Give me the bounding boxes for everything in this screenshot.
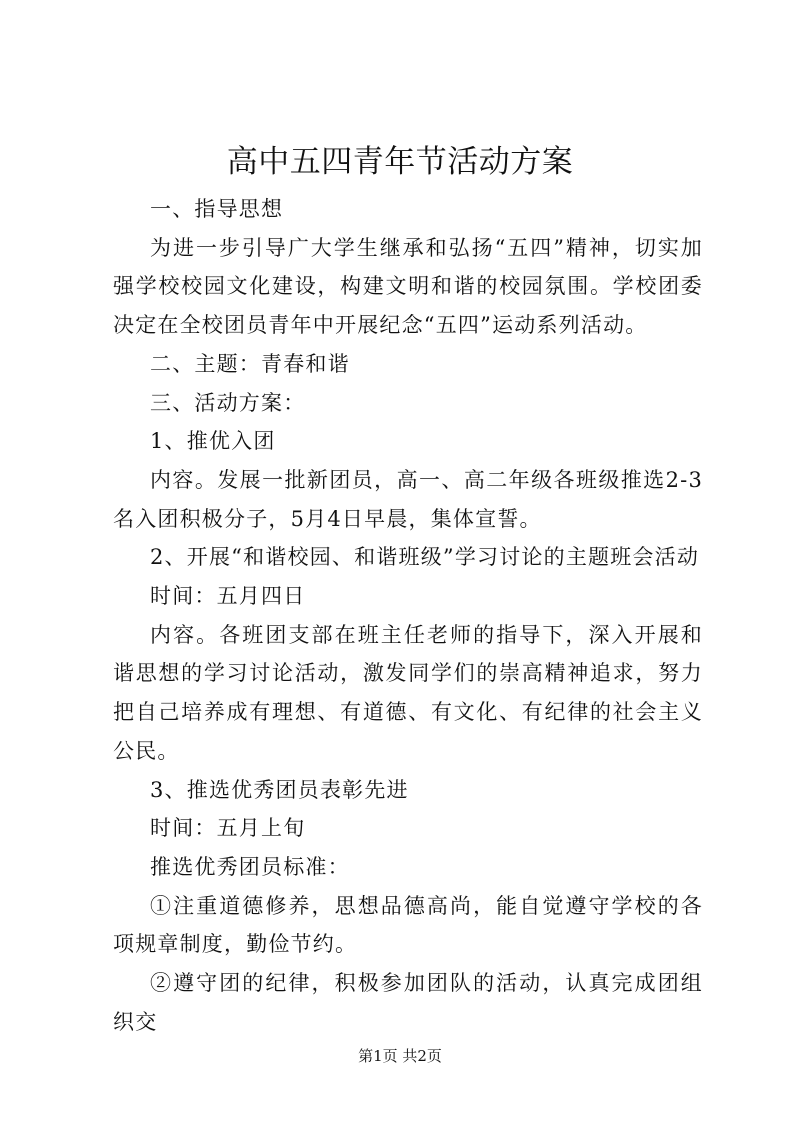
criteria-1: ①注重道德修养，思想品德高尚，能自觉遵守学校的各项规章制度，勤俭节约。 [113,893,703,957]
item-2-heading: 2、开展“和谐校园、和谐班级”学习讨论的主题班会活动 [150,545,700,570]
paragraph-guiding-ideology-text: 为进一步引导广大学生继承和弘扬“五四”精神，切实加强学校校园文化建设，构建文明和谐的校园氛围。学校团委决定在全校团员青年中开展纪念“五四”运动系列活动。 [113,235,703,338]
page-footer: 第1页 共2页 [358,1047,442,1065]
heading-theme: 二、主题：青春和谐 [150,351,350,376]
item-3-heading: 3、推选优秀团员表彰先进 [150,777,409,802]
criteria-2: ②遵守团的纪律，积极参加团队的活动，认真完成团组织交 [113,971,703,1034]
item-1-heading: 1、推优入团 [150,429,276,454]
item-3-criteria-heading: 推选优秀团员标准： [150,854,350,879]
heading-guiding-ideology: 一、指导思想 [150,197,284,221]
item-3-time: 时间：五月上旬 [150,816,306,841]
document-body [113,190,703,1041]
item-2-time: 时间：五月四日 [150,584,306,609]
item-2-content: 内容。各班团支部在班主任老师的指导下，深入开展和谐思想的学习讨论活动，激发同学们的崇高精神追求，努力把自己培养成有理想、有道德、有文化、有纪律的社会主义公民。 [113,622,703,763]
item-1-content: 内容。发展一批新团员，高一、高二年级各班级推选2-3名入团积极分子，5月4日早晨，集体宣誓。 [113,467,703,531]
document-title: 高中五四青年节活动方案 [226,144,574,180]
heading-activity-plan: 三、活动方案： [150,390,306,415]
